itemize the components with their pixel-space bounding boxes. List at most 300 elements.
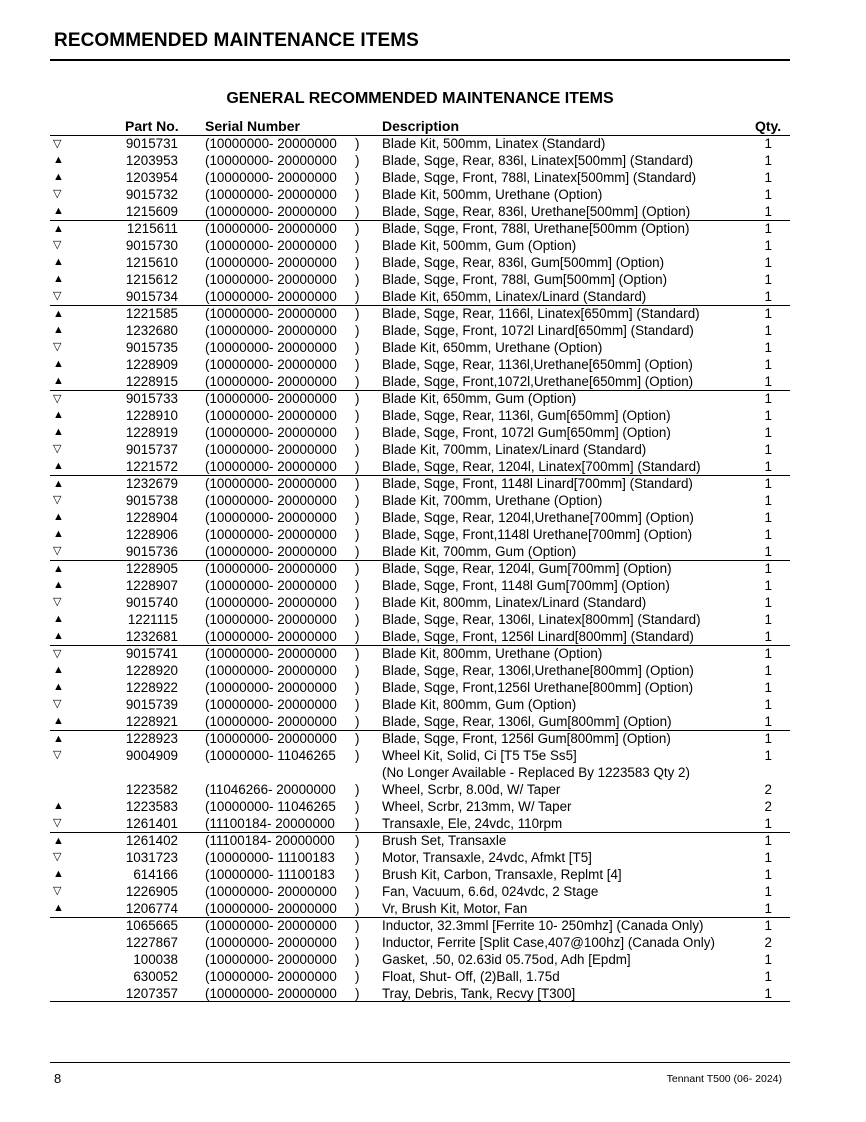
serial-close-paren: ) [355,782,360,797]
serial-close-paren: ) [355,476,360,491]
part-description: Blade, Sqge, Rear, 1204l,Urethane[700mm] (Option) [382,510,694,525]
part-number: 9015737 [125,442,178,457]
serial-close-paren: ) [355,527,360,542]
filled-triangle-icon: ▲ [53,733,64,745]
serial-close-paren: ) [355,272,360,287]
serial-number-range: (10000000- 20000000 [205,459,337,474]
quantity: 1 [764,187,772,202]
quantity: 1 [764,357,772,372]
quantity: 1 [764,272,772,287]
serial-number-range: (10000000- 20000000 [205,204,337,219]
quantity: 1 [764,255,772,270]
serial-close-paren: ) [355,459,360,474]
serial-number-range: (10000000- 20000000 [205,306,337,321]
serial-close-paren: ) [355,697,360,712]
table-row [50,254,790,271]
part-number: 1206774 [125,901,178,916]
table-row [50,152,790,169]
serial-number-range: (10000000- 11100183 [205,867,335,882]
table-row [50,339,790,356]
page-number: 8 [54,1071,62,1086]
part-number: 630052 [133,969,178,984]
quantity: 1 [764,459,772,474]
part-description: Blade Kit, 650mm, Linatex/Linard (Standard) [382,289,647,304]
serial-close-paren: ) [355,850,360,865]
table-row [50,509,790,526]
serial-number-range: (10000000- 20000000 [205,493,337,508]
quantity: 1 [764,663,772,678]
serial-number-range: (10000000- 20000000 [205,340,337,355]
serial-number-range: (10000000- 20000000 [205,221,337,236]
part-description: Blade, Sqge, Front, 1256l Linard[800mm] (Standard) [382,629,694,644]
table-title: GENERAL RECOMMENDED MAINTENANCE ITEMS [226,90,614,107]
part-number: 9015735 [125,340,178,355]
part-number: 1232679 [125,476,178,491]
part-description: Blade Kit, 700mm, Linatex/Linard (Standard) [382,442,647,457]
serial-number-range: (10000000- 11046265 [205,799,336,814]
part-description: Blade, Sqge, Rear, 1136l, Gum[650mm] (Option) [382,408,671,423]
quantity: 1 [764,442,772,457]
serial-close-paren: ) [355,493,360,508]
filled-triangle-icon: ▲ [53,256,64,268]
quantity: 2 [764,799,772,814]
serial-number-range: (10000000- 11046265 [205,748,336,763]
table-row [50,526,790,543]
quantity: 1 [764,850,772,865]
quantity: 1 [764,136,772,151]
table-row [50,305,790,322]
serial-close-paren: ) [355,289,360,304]
part-number: 1228906 [125,527,178,542]
filled-triangle-icon: ▲ [53,223,64,235]
part-number: 1215611 [126,221,178,236]
serial-close-paren: ) [355,646,360,661]
serial-number-range: (10000000- 20000000 [205,663,337,678]
part-number: 9015740 [125,595,178,610]
footer-document-label: Tennant T500 (06- 2024) [666,1073,782,1085]
part-number: 9015741 [125,646,178,661]
part-description: Blade, Sqge, Rear, 1306l, Gum[800mm] (Option) [382,714,672,729]
part-number: 9015738 [125,493,178,508]
open-triangle-icon: ▽ [53,188,62,200]
part-number: 9015733 [125,391,178,406]
serial-close-paren: ) [355,510,360,525]
part-description: Tray, Debris, Tank, Recvy [T300] [382,986,576,1001]
part-number: 1207357 [125,986,178,1001]
part-number: 9015731 [125,136,178,151]
table-row [50,543,790,560]
serial-number-range: (10000000- 20000000 [205,425,337,440]
part-number: 1228909 [125,357,178,372]
part-number: 1226905 [125,884,178,899]
quantity: 1 [764,408,772,423]
serial-number-range: (10000000- 20000000 [205,170,337,185]
table-row [50,781,790,798]
serial-number-range: (10000000- 20000000 [205,612,337,627]
serial-number-range: (10000000- 20000000 [205,629,337,644]
serial-close-paren: ) [355,544,360,559]
quantity: 1 [764,306,772,321]
part-description: Blade, Sqge, Front, 1072l Linard[650mm] (Standard) [382,323,694,338]
table-bottom-rule [50,1001,790,1002]
part-number: 614166 [133,867,178,882]
serial-close-paren: ) [355,867,360,882]
quantity: 1 [764,918,772,933]
serial-number-range: (10000000- 20000000 [205,697,337,712]
part-number: 1228919 [125,425,178,440]
serial-close-paren: ) [355,221,360,236]
quantity: 1 [764,204,772,219]
part-description: Transaxle, Ele, 24vdc, 110rpm [382,816,563,831]
quantity: 1 [764,170,772,185]
filled-triangle-icon: ▲ [53,375,64,387]
serial-number-range: (10000000- 20000000 [205,153,337,168]
table-row [50,917,790,934]
open-triangle-icon: ▽ [53,749,62,761]
part-number: 1232680 [125,323,178,338]
serial-number-range: (10000000- 20000000 [205,476,337,491]
serial-number-range: (10000000- 20000000 [205,255,337,270]
table-row [50,373,790,390]
quantity: 1 [764,238,772,253]
quantity: 1 [764,544,772,559]
quantity: 1 [764,680,772,695]
open-triangle-icon: ▽ [53,443,62,455]
serial-close-paren: ) [355,748,360,763]
part-description: Motor, Transaxle, 24vdc, Afmkt [T5] [382,850,592,865]
serial-number-range: (10000000- 20000000 [205,578,337,593]
serial-close-paren: ) [355,323,360,338]
quantity: 1 [764,476,772,491]
part-description: Blade, Sqge, Front, 1256l Gum[800mm] (Option) [382,731,671,746]
quantity: 1 [764,714,772,729]
quantity: 1 [764,629,772,644]
filled-triangle-icon: ▲ [53,613,64,625]
serial-number-range: (10000000- 20000000 [205,680,337,695]
part-description: Wheel, Scrbr, 8.00d, W/ Taper [382,782,561,797]
filled-triangle-icon: ▲ [53,324,64,336]
table-row [50,322,790,339]
part-description: Brush Kit, Carbon, Transaxle, Replmt [4] [382,867,622,882]
serial-close-paren: ) [355,170,360,185]
part-description: Blade, Sqge, Front,1256l Urethane[800mm] (Option) [382,680,694,695]
open-triangle-icon: ▽ [53,290,62,302]
part-description: Blade Kit, 500mm, Linatex (Standard) [382,136,606,151]
quantity: 1 [764,340,772,355]
serial-close-paren: ) [355,629,360,644]
serial-number-range: (10000000- 20000000 [205,901,337,916]
serial-number-range: (10000000- 20000000 [205,510,337,525]
serial-close-paren: ) [355,663,360,678]
serial-number-range: (10000000- 20000000 [205,408,337,423]
quantity: 1 [764,952,772,967]
table-row [50,730,790,747]
part-number: 1261402 [125,833,178,848]
table-row [50,968,790,985]
part-number: 1228904 [125,510,178,525]
serial-close-paren: ) [355,918,360,933]
part-description: Blade, Sqge, Rear, 1306l, Linatex[800mm] (Standard) [382,612,701,627]
table-row [50,849,790,866]
table-row [50,135,790,152]
part-number: 9015739 [125,697,178,712]
serial-number-range: (10000000- 20000000 [205,544,337,559]
part-number: 1228920 [125,663,178,678]
part-description: Blade, Sqge, Rear, 1166l, Linatex[650mm] (Standard) [382,306,700,321]
part-number: 1228923 [125,731,178,746]
serial-close-paren: ) [355,680,360,695]
quantity: 1 [764,867,772,882]
part-description: Blade, Sqge, Front, 788l, Linatex[500mm] (Standard) [382,170,697,185]
serial-number-range: (10000000- 20000000 [205,357,337,372]
serial-close-paren: ) [355,442,360,457]
table-row [50,934,790,951]
quantity: 1 [764,323,772,338]
filled-triangle-icon: ▲ [53,460,64,472]
part-number: 1228921 [125,714,178,729]
table-row [50,424,790,441]
quantity: 1 [764,561,772,576]
serial-number-range: (10000000- 20000000 [205,527,337,542]
serial-number-range: (10000000- 20000000 [205,935,337,950]
part-description: Blade Kit, 500mm, Urethane (Option) [382,187,603,202]
table-row [50,747,790,764]
part-number: 1223582 [125,782,178,797]
serial-number-range: (10000000- 20000000 [205,442,337,457]
part-number: 1221572 [125,459,178,474]
part-number: 1221585 [125,306,178,321]
table-row [50,203,790,220]
part-number: 1065665 [125,918,178,933]
column-header-description: Description [382,118,460,134]
open-triangle-icon: ▽ [53,239,62,251]
part-number: 9015734 [125,289,178,304]
part-description: Blade, Sqge, Rear, 836l, Gum[500mm] (Option) [382,255,665,270]
table-row [50,679,790,696]
serial-close-paren: ) [355,238,360,253]
table-row [50,560,790,577]
part-description: Blade Kit, 650mm, Urethane (Option) [382,340,603,355]
serial-close-paren: ) [355,731,360,746]
part-number: 1227867 [125,935,178,950]
serial-number-range: (10000000- 20000000 [205,391,337,406]
filled-triangle-icon: ▲ [53,426,64,438]
serial-close-paren: ) [355,799,360,814]
part-number: 1228910 [125,408,178,423]
column-header-part-no: Part No. [125,118,179,134]
serial-close-paren: ) [355,952,360,967]
part-number: 9015736 [125,544,178,559]
column-header-qty: Qty. [755,118,782,134]
serial-close-paren: ) [355,884,360,899]
part-description: Blade Kit, 800mm, Urethane (Option) [382,646,603,661]
filled-triangle-icon: ▲ [53,478,64,490]
open-triangle-icon: ▽ [53,393,62,405]
serial-close-paren: ) [355,136,360,151]
serial-close-paren: ) [355,969,360,984]
table-row [50,458,790,475]
serial-close-paren: ) [355,935,360,950]
serial-close-paren: ) [355,357,360,372]
part-number: 1261401 [125,816,178,831]
filled-triangle-icon: ▲ [53,664,64,676]
part-number: 9015732 [125,187,178,202]
part-description: Blade, Sqge, Rear, 1306l,Urethane[800mm] (Option) [382,663,694,678]
quantity: 1 [764,595,772,610]
table-row [50,271,790,288]
table-row [50,645,790,662]
serial-number-range: (10000000- 20000000 [205,272,337,287]
part-description: Blade, Sqge, Rear, 1204l, Linatex[700mm] (Standard) [382,459,701,474]
table-row [50,985,790,1002]
part-description: Blade Kit, 700mm, Gum (Option) [382,544,577,559]
quantity: 1 [764,901,772,916]
quantity: 1 [764,374,772,389]
quantity: 1 [764,816,772,831]
table-row [50,492,790,509]
part-number: 1215612 [125,272,178,287]
serial-close-paren: ) [355,986,360,1001]
serial-close-paren: ) [355,578,360,593]
quantity: 1 [764,731,772,746]
filled-triangle-icon: ▲ [53,171,64,183]
table-row [50,237,790,254]
filled-triangle-icon: ▲ [53,835,64,847]
part-description: (No Longer Available - Replaced By 1223583 Qty 2) [382,765,690,780]
table-row [50,407,790,424]
serial-number-range: (10000000- 20000000 [205,918,337,933]
page-header-title: RECOMMENDED MAINTENANCE ITEMS [54,30,419,51]
quantity: 1 [764,289,772,304]
quantity: 1 [764,646,772,661]
part-description: Blade, Sqge, Front, 1148l Linard[700mm] (Standard) [382,476,693,491]
part-number: 100038 [133,952,178,967]
quantity: 2 [764,935,772,950]
serial-number-range: (10000000- 20000000 [205,731,337,746]
table-row [50,611,790,628]
serial-close-paren: ) [355,561,360,576]
quantity: 1 [764,833,772,848]
serial-number-range: (10000000- 20000000 [205,884,337,899]
serial-number-range: (10000000- 11100183 [205,850,335,865]
serial-number-range: (10000000- 20000000 [205,646,337,661]
part-number: 1228907 [125,578,178,593]
filled-triangle-icon: ▲ [53,273,64,285]
filled-triangle-icon: ▲ [53,681,64,693]
quantity: 1 [764,884,772,899]
part-number: 1203953 [125,153,178,168]
part-description: Blade, Sqge, Rear, 836l, Linatex[500mm] (Standard) [382,153,694,168]
quantity: 1 [764,697,772,712]
table-row [50,713,790,730]
open-triangle-icon: ▽ [53,648,62,660]
part-number: 1228915 [125,374,178,389]
part-description: Blade Kit, 650mm, Gum (Option) [382,391,577,406]
quantity: 1 [764,221,772,236]
part-description: Blade, Sqge, Front, 1072l Gum[650mm] (Option) [382,425,671,440]
quantity: 1 [764,510,772,525]
table-row [50,475,790,492]
column-header-serial-number: Serial Number [205,118,300,134]
part-description: Blade, Sqge, Front, 788l, Gum[500mm] (Option) [382,272,668,287]
part-description: Wheel, Scrbr, 213mm, W/ Taper [382,799,572,814]
serial-number-range: (11100184- 20000000 [205,816,335,831]
table-row [50,441,790,458]
serial-close-paren: ) [355,612,360,627]
part-number: 1031723 [125,850,178,865]
open-triangle-icon: ▽ [53,885,62,897]
table-row [50,169,790,186]
part-description: Inductor, Ferrite [Split Case,407@100hz] (Canada Only) [382,935,715,950]
serial-close-paren: ) [355,153,360,168]
header-rule [50,59,790,61]
filled-triangle-icon: ▲ [53,409,64,421]
filled-triangle-icon: ▲ [53,630,64,642]
open-triangle-icon: ▽ [53,851,62,863]
parts-table [50,135,790,1002]
part-description: Wheel Kit, Solid, Ci [T5 T5e Ss5] [382,748,577,763]
table-row [50,356,790,373]
table-row [50,866,790,883]
quantity: 1 [764,612,772,627]
part-description: Blade Kit, 800mm, Linatex/Linard (Standard) [382,595,647,610]
quantity: 1 [764,493,772,508]
serial-close-paren: ) [355,714,360,729]
serial-close-paren: ) [355,255,360,270]
quantity: 2 [764,782,772,797]
filled-triangle-icon: ▲ [53,868,64,880]
filled-triangle-icon: ▲ [53,902,64,914]
table-row [50,594,790,611]
filled-triangle-icon: ▲ [53,528,64,540]
serial-close-paren: ) [355,425,360,440]
serial-number-range: (10000000- 20000000 [205,595,337,610]
serial-number-range: (10000000- 20000000 [205,136,337,151]
part-number: 1232681 [125,629,178,644]
quantity: 1 [764,986,772,1001]
table-row [50,883,790,900]
table-row [50,815,790,832]
quantity: 1 [764,527,772,542]
part-number: 1215610 [125,255,178,270]
part-number: 1228905 [125,561,178,576]
table-row [50,951,790,968]
serial-number-range: (11046266- 20000000 [205,782,336,797]
part-description: Blade, Sqge, Front,1072l,Urethane[650mm] (Option) [382,374,694,389]
table-row [50,186,790,203]
part-description: Fan, Vacuum, 6.6d, 024vdc, 2 Stage [382,884,599,899]
open-triangle-icon: ▽ [53,545,62,557]
part-description: Inductor, 32.3mml [Ferrite 10- 250mhz] (Canada Only) [382,918,704,933]
quantity: 1 [764,391,772,406]
table-row [50,798,790,815]
part-description: Brush Set, Transaxle [382,833,507,848]
part-description: Blade, Sqge, Rear, 1136l,Urethane[650mm] (Option) [382,357,693,372]
serial-number-range: (11100184- 20000000 [205,833,335,848]
part-description: Blade Kit, 700mm, Urethane (Option) [382,493,603,508]
part-number: 9015730 [125,238,178,253]
serial-close-paren: ) [355,374,360,389]
part-description: Blade Kit, 500mm, Gum (Option) [382,238,577,253]
filled-triangle-icon: ▲ [53,579,64,591]
serial-number-range: (10000000- 20000000 [205,187,337,202]
table-row [50,764,790,781]
part-description: Blade, Sqge, Rear, 1204l, Gum[700mm] (Option) [382,561,672,576]
serial-number-range: (10000000- 20000000 [205,238,337,253]
filled-triangle-icon: ▲ [53,308,64,320]
part-number: 1223583 [125,799,178,814]
filled-triangle-icon: ▲ [53,358,64,370]
